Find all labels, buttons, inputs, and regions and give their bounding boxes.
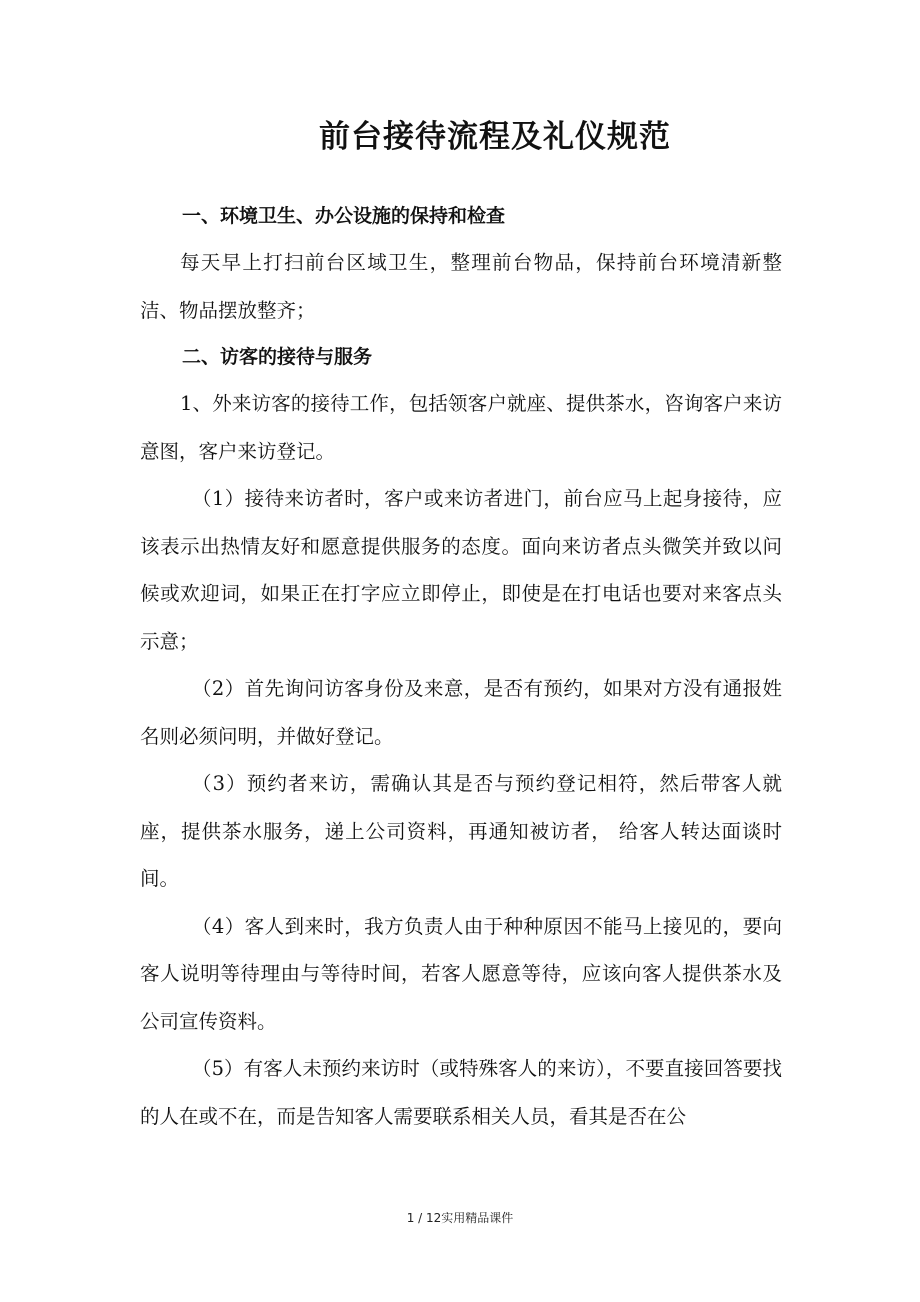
paragraph-item-1: （1）接待来访者时，客户或来访者进门，前台应马上起身接待，应该表示出热情友好和愿意提供服务的态度。面向来访者点头微笑并致以问候或欢迎词，如果正在打字应立即停止，即使是在打电话也要对来客点头示意； [140, 487, 782, 653]
paragraph-item-2: （2）首先询问访客身份及来意，是否有预约，如果对方没有通报姓名则必须问明，并做好登记。 [140, 677, 782, 748]
paragraph-item-4: （4）客人到来时，我方负责人由于种种原因不能马上接见的，要向客人说明等待理由与等待时间，若客人愿意等待，应该向客人提供茶水及公司宣传资料。 [140, 914, 782, 1033]
paragraph-visitor-reception: 1、外来访客的接待工作，包括领客户就座、提供茶水，咨询客户来访意图，客户来访登记。 [140, 392, 782, 463]
page-footer: 1 / 12实用精品课件 [406, 1211, 514, 1225]
paragraph-item-3: （3）预约者来访，需确认其是否与预约登记相符，然后带客人就座，提供茶水服务，递上公司资料，再通知被访者， 给客人转达面谈时间。 [140, 772, 782, 890]
document-title: 前台接待流程及礼仪规范 [319, 119, 671, 155]
section-heading-environment: 一、环境卫生、办公设施的保持和检查 [182, 205, 506, 227]
document-body [140, 193, 782, 1140]
paragraph-item-5: （5）有客人未预约来访时（或特殊客人的来访），不要直接回答要找的人在或不在，而是告知客人需要联系相关人员，看其是否在公 [140, 1057, 782, 1128]
paragraph-environment: 每天早上打扫前台区域卫生，整理前台物品，保持前台环境清新整洁、物品摆放整齐； [140, 251, 782, 322]
section-heading-visitors: 二、访客的接待与服务 [182, 346, 373, 368]
